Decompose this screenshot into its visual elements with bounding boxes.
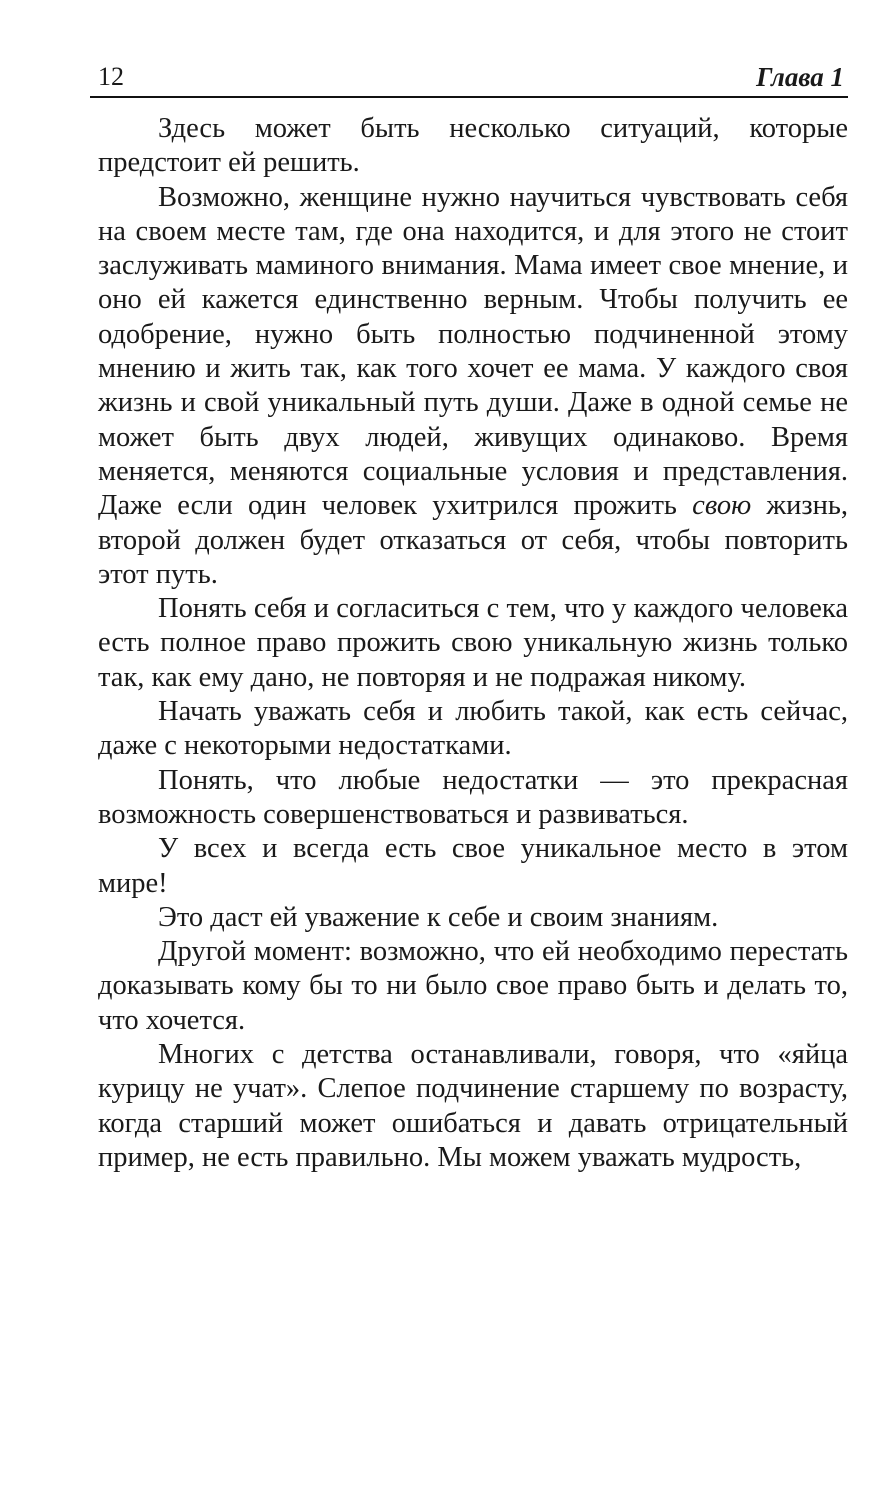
paragraph: Многих с детства останавливали, говоря, что «яйца курицу не учат». Слепое подчинение старшему по возрасту, когда старший может ошибаться и давать отрицательный пример, не есть правильно. Мы можем уважать мудрость,	[98, 1039, 848, 1173]
body-text	[98, 112, 848, 1175]
emphasized-word: свою	[692, 490, 752, 522]
paragraph	[98, 181, 848, 593]
paragraph: Здесь может быть несколько ситуаций, которые предстоит ей решить.	[98, 113, 848, 179]
paragraph: Начать уважать себя и любить такой, как есть сейчас, даже с некоторыми недостатками.	[98, 696, 848, 762]
paragraph-text: жизнь, второй должен будет отказаться от себя, чтобы повторить этот путь.	[98, 490, 848, 590]
paragraph: Понять себя и согласиться с тем, что у каждого человека есть полное право прожить свою уникальную жизнь только так, как ему дано, не повторяя и не подражая никому.	[98, 593, 848, 693]
running-header	[90, 58, 848, 98]
paragraph-text: Возможно, женщине нужно научиться чувствовать себя на своем месте там, где она находится, и для этого не стоит заслуживать маминого внимания. Мама имеет свое мнение, и оно ей кажется единственно верным. Чтобы получить ее одобрение, нужно быть полностью подчиненной этому мнению и жить так, как того хочет ее мама. У каждого своя жизнь и свой уникальный путь души. Даже в одной семье не может быть двух людей, живущих одинаково. Время меняется, меняются социальные условия и представления. Даже если один человек ухитрился прожить	[98, 181, 848, 522]
page-number: 12	[98, 62, 124, 91]
paragraph: У всех и всегда есть свое уникальное место в этом мире!	[98, 833, 848, 899]
paragraph: Понять, что любые недостатки — это прекрасная возможность совершенствоваться и развиваться.	[98, 764, 848, 830]
paragraph: Это даст ей уважение к себе и своим знаниям.	[158, 901, 719, 933]
paragraph: Другой момент: возможно, что ей необходимо перестать доказывать кому бы то ни было свое право быть и делать то, что хочется.	[98, 936, 848, 1036]
chapter-title: Глава 1	[756, 62, 844, 92]
